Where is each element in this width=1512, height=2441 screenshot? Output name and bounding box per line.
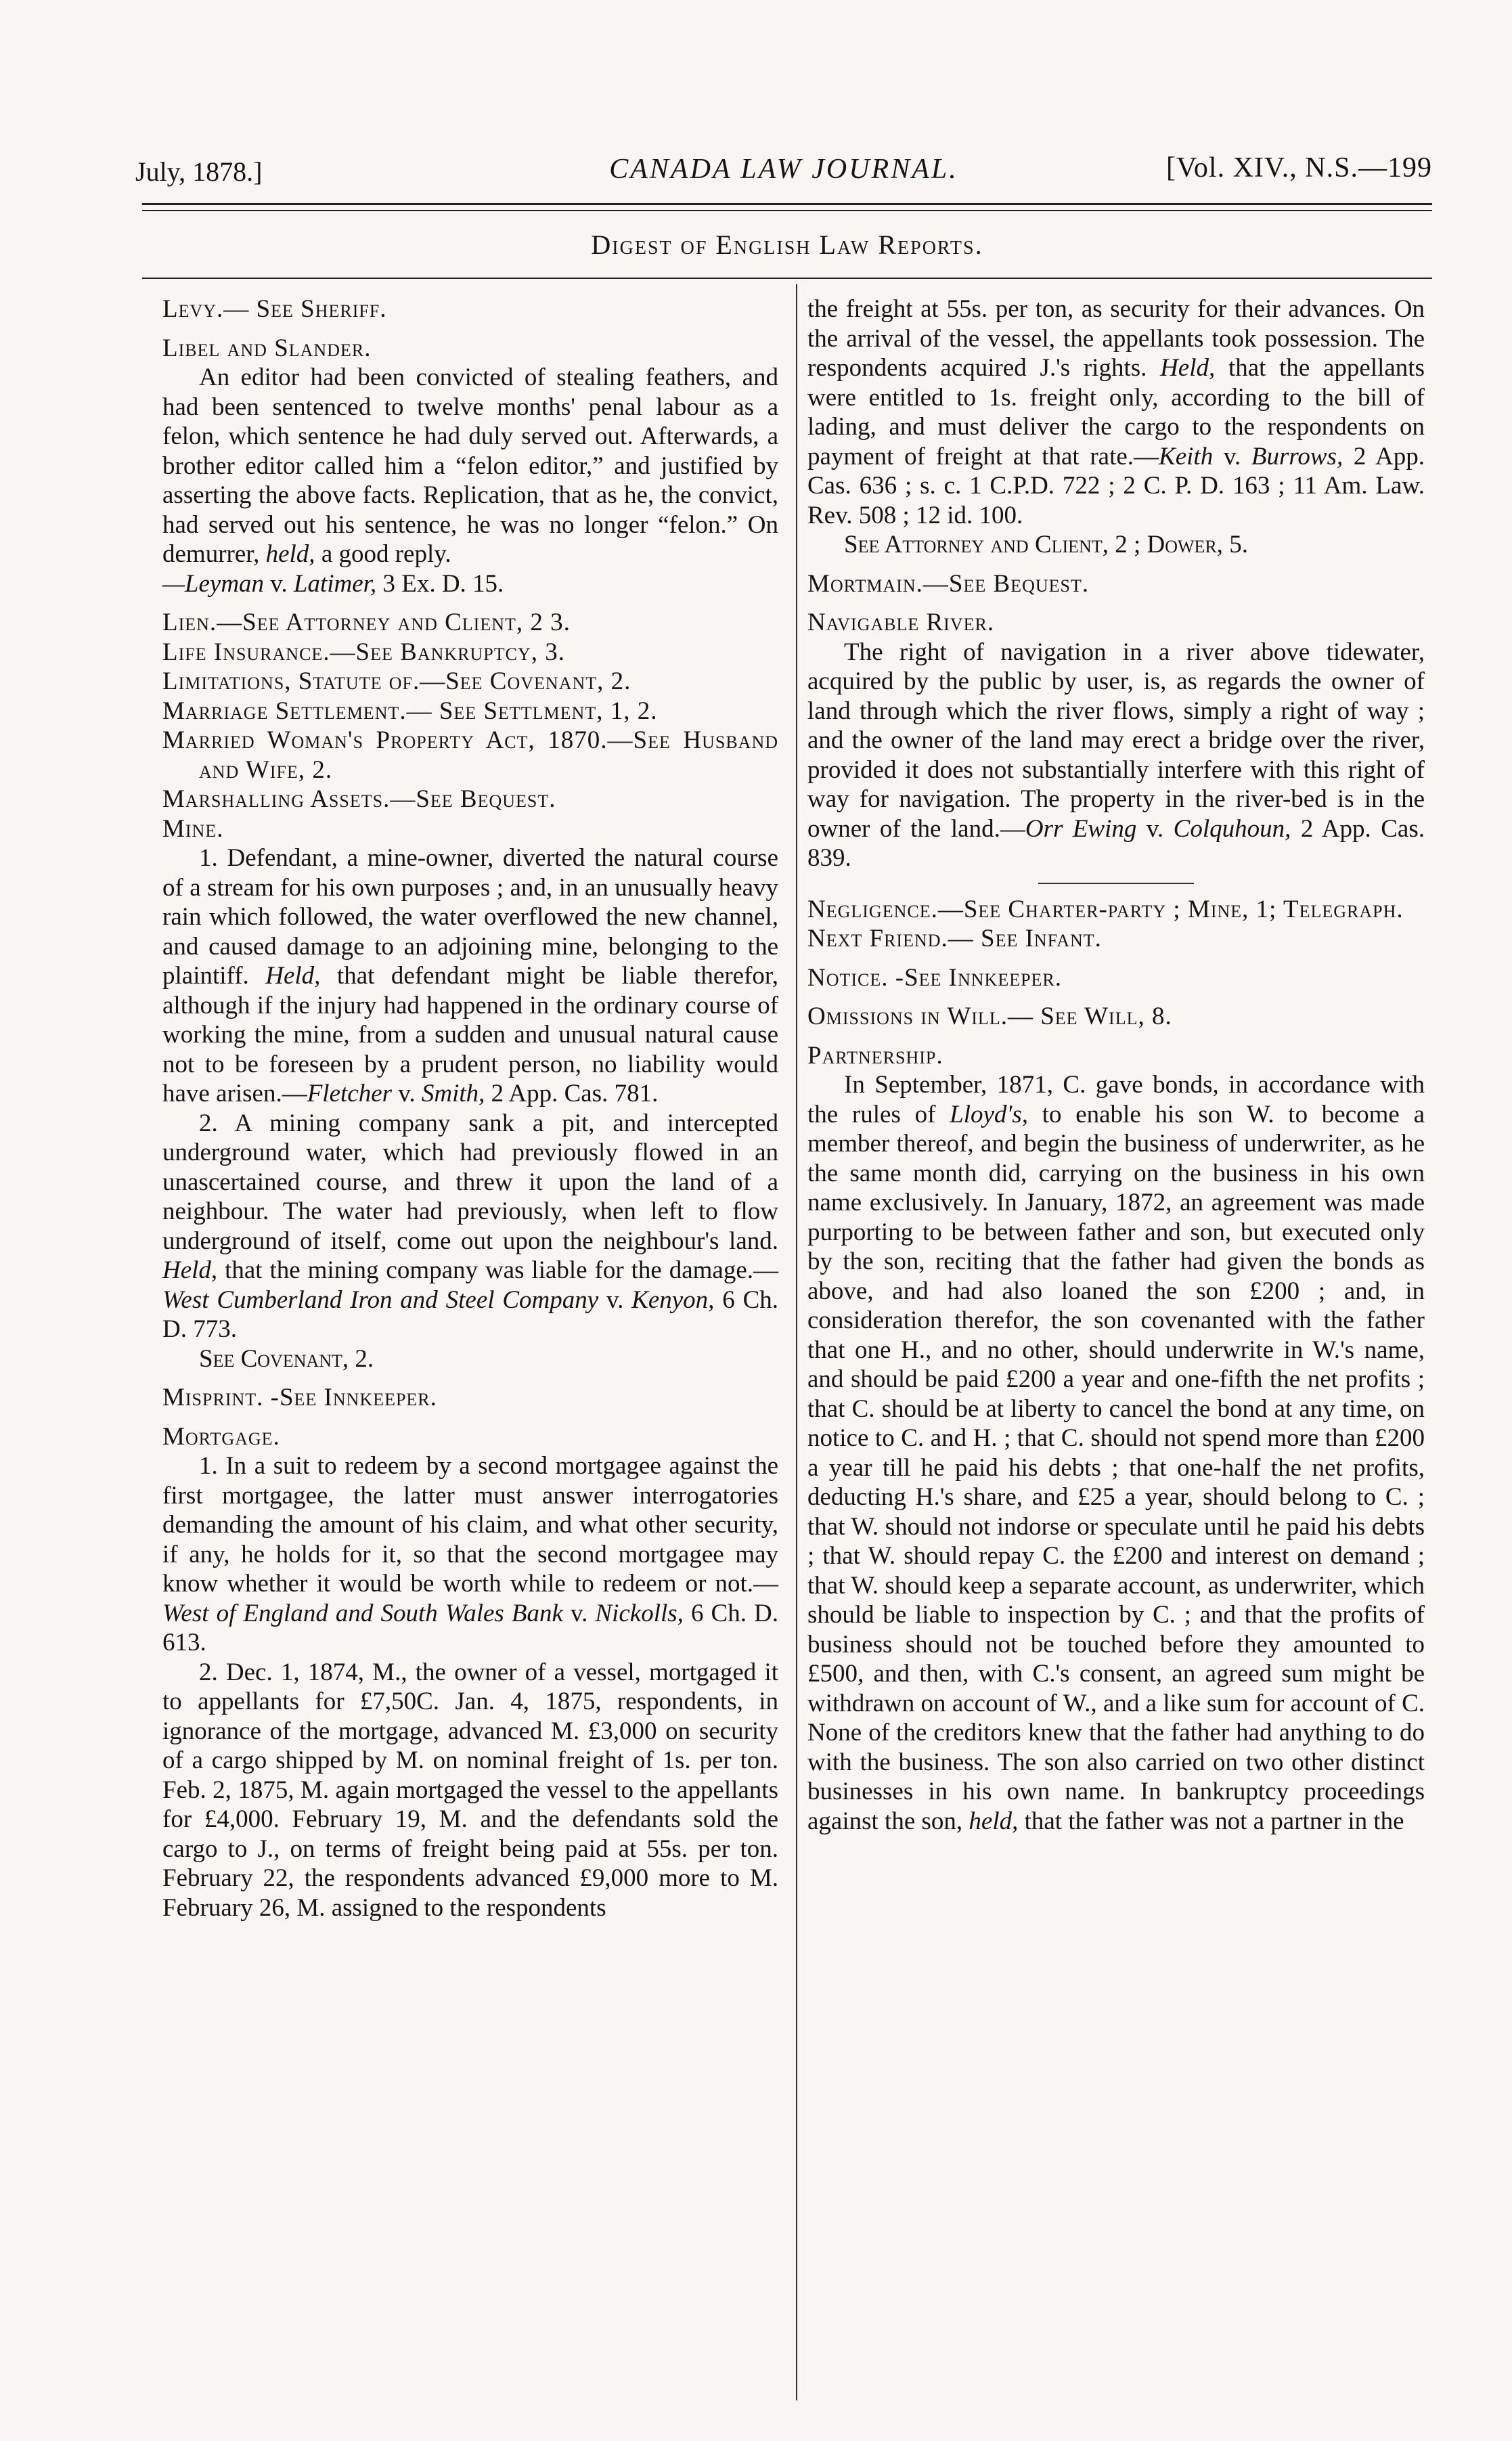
body-text: 2. A mining company sank a pit, and intercepted underground water, which had previously flowed in an unascertained course, and threw it upon the land of a neighbour. The water had previously, when left to flow underground of itself, come out upon the neighbour's land. bbox=[162, 1109, 778, 1255]
left-column bbox=[162, 294, 778, 1932]
entry-notice bbox=[807, 963, 1425, 993]
case-name: Orr Ewing bbox=[1025, 814, 1137, 843]
body-text: to enable his son W. to become a member thereof, and begin the business of underwriter, as he the same month did, carrying on the business in his own name exclusively. In January, 1872, an agreement was made purporting to be between father and son, but executed only by the son, reciting that the father had given the bonds as above, and had also loaned the son £200 ; and, in consideration therefor, the son covenanted with the father that one H., and no other, should underwrite in W.'s name, and should be paid £200 a year and one-fifth the net profits ; that C. should be at liberty to cancel the bond at any time, on notice to C. and H. ; that C. should not spend more than £200 a year till he paid his debts ; that one-half the net profits, deducting H.'s share, and £25 a year, should belong to C. ; that W. should not indorse or speculate until he paid his debts ; that W. should repay C. the £200 and interest on demand ; that W. should keep a separate account, as underwriter, which should be liable to inspection by C. ; and that the profits of business should not be touched before they amounted to £500, and then, with C.'s consent, an agreed sum might be withdrawn on account of W., and a like sum for account of C. None of the creditors knew that the father had anything to do with the business. The son also carried on two other distinct businesses in his own name. In bankruptcy proceedings against the son, bbox=[807, 1100, 1425, 1835]
entry-body bbox=[807, 1070, 1425, 1836]
citation: 3 Ex. D. 15. bbox=[376, 569, 504, 598]
held-text: Held, bbox=[162, 1256, 218, 1284]
entry-marshalling bbox=[162, 785, 778, 814]
entry-mortgage bbox=[162, 1422, 778, 1923]
entry-mortmain bbox=[807, 569, 1425, 599]
entry-misprint bbox=[162, 1383, 778, 1413]
entry-text: Lien.—See Attorney and Client, 2 3. bbox=[162, 609, 571, 636]
body-text: that the father was not a partner in the bbox=[1018, 1807, 1404, 1835]
citation: 2 App. Cas. 839. bbox=[807, 814, 1425, 872]
entry-levy bbox=[162, 294, 778, 324]
entry-lien bbox=[162, 608, 778, 638]
section-rule bbox=[142, 278, 1432, 279]
entry-life-insurance bbox=[162, 638, 778, 667]
short-rule bbox=[1038, 883, 1194, 884]
case-name: Burrows, bbox=[1251, 442, 1343, 470]
entry-heading: Mortgage. bbox=[162, 1422, 280, 1451]
case-name: Colquhoun, bbox=[1173, 814, 1291, 843]
case-name: Latimer, bbox=[293, 569, 377, 598]
case-name: Kenyon, bbox=[631, 1285, 715, 1314]
entry-text: Marshalling Assets.—See Bequest. bbox=[162, 785, 556, 813]
entry-next-friend bbox=[807, 924, 1425, 954]
case-name: Fletcher bbox=[307, 1080, 393, 1107]
header-date: July, 1878.] bbox=[135, 156, 263, 187]
entry-body: 1. Defendant, a mine-owner, diverted the natural course of a stream for his own purposes ; and, in an unusually heavy rain which followed, the water overflowed the new channel, and caused damage to an adjoining mine, belonging to the plaintiff. Held, that defendant might be liable therefor, although if the injury had happened in the ordinary course of working the mine, from a sudden and unusual natural cause not to be foreseen by a prudent person, no liability would have arisen.—Fletcher v. Smith, 2 App. Cas. 781. bbox=[162, 844, 778, 1107]
entry-mortgage-continued bbox=[807, 294, 1425, 560]
citation: 6 Ch. D. 773. bbox=[162, 1285, 778, 1343]
versus: v. bbox=[264, 569, 294, 598]
body-text: that the appellants were entitled to 1s. freight only, according to the bill of lading, and must deliver the cargo to the respondents on payment of freight at that rate.— bbox=[807, 354, 1425, 470]
citation: 6 Ch. D. 613. bbox=[162, 1599, 778, 1656]
entry-text: Next Friend.— See Infant. bbox=[807, 925, 1102, 952]
entry-text: Married Woman's Property Act, 1870.—See Husband and Wife, 2. bbox=[162, 726, 778, 784]
body-text: that defendant might be liable therefor, although if the injury had happened in the ordinary course of working the mine, from a sudden and unusual natural cause not to be foreseen by a prudent person, no liability would have arisen.— bbox=[162, 962, 778, 1107]
entry-limitations bbox=[162, 667, 778, 697]
held-text: Held, bbox=[265, 962, 321, 990]
entry-text: Levy.— See Sheriff. bbox=[162, 295, 387, 323]
entry-heading: Mine. bbox=[162, 814, 224, 843]
column-divider bbox=[796, 284, 797, 2400]
case-name: Nickolls, bbox=[595, 1599, 684, 1627]
italic-term: Lloyd's, bbox=[950, 1100, 1028, 1128]
case-name: West of England and South Wales Bank bbox=[162, 1599, 563, 1627]
citation: 2 App. Cas. 636 ; s. c. 1 C.P.D. 722 ; 2 C. P. D. 163 ; 11 Am. Law. Rev. 508 ; 12 id. 100. bbox=[807, 442, 1425, 529]
right-column bbox=[807, 294, 1425, 1845]
body-text: 1. Defendant, a mine-owner, diverted the natural course of a stream for his own purposes ; and, in an unusually heavy rain which followed, the water overflowed the new channel, and caused damage to an adjoining mine, belonging to the plaintiff. bbox=[162, 844, 778, 990]
case-name: Keith bbox=[1159, 442, 1214, 470]
entry-navigable-river bbox=[807, 608, 1425, 873]
body-text: An editor had been convicted of stealing feathers, and had been sentenced to twelve months' penal labour as a felon, which sentence he had duly served out. Afterwards, a brother editor called him a “felon editor,” and justified by asserting the above facts. Replication, that as he, the convict, had served out his sentence, he was no longer “felon.” On demurrer, bbox=[162, 364, 778, 568]
entry-body bbox=[162, 363, 778, 598]
entry-body: 2. A mining company sank a pit, and intercepted underground water, which had previously flowed in an unascertained course, and threw it upon the land of a neighbour. The water had previously, when left to flow underground of itself, come out upon the neighbour's land. Held, that the mining company was liable for the damage.— West Cumberland Iron and Steel Company v. Kenyon, 6 Ch. D. 773. bbox=[162, 1109, 778, 1343]
entry-body: the freight at 55s. per ton, as security for their advances. On the arrival of the vessel, the appellants took possession. The respondents acquired J.'s rights. Held, that the appellants were entitled to 1s. freight only, according to the bill of lading, and must deliver the cargo to the respondents on payment of freight at that rate.—Keith v. Burrows, 2 App. Cas. 636 ; s. c. 1 C.P.D. 722 ; 2 C. P. D. 163 ; 11 Am. Law. Rev. 508 ; 12 id. 100. bbox=[807, 295, 1425, 529]
body-text: In September, 1871, C. gave bonds, in accordance with the rules of bbox=[807, 1071, 1425, 1128]
held-text: held, bbox=[265, 540, 315, 568]
held-text: held, bbox=[969, 1807, 1019, 1835]
section-title: Digest of English Law Reports. bbox=[591, 229, 983, 260]
held-text: Held, bbox=[1160, 354, 1216, 382]
entry-omissions bbox=[807, 1002, 1425, 1032]
entry-marriage-settlement bbox=[162, 697, 778, 726]
entry-heading: Navigable River. bbox=[807, 609, 995, 636]
see-also: See Attorney and Client, 2 ; Dower, 5. bbox=[844, 531, 1248, 558]
case-name: Smith, bbox=[421, 1080, 485, 1107]
entry-partnership bbox=[807, 1041, 1425, 1837]
entry-text: Life Insurance.—See Bankruptcy, 3. bbox=[162, 638, 565, 666]
journal-title: CANADA LAW JOURNAL. bbox=[609, 154, 958, 185]
entry-mine bbox=[162, 814, 778, 1374]
running-header bbox=[135, 144, 1432, 191]
entry-body: 2. Dec. 1, 1874, M., the owner of a vessel, mortgaged it to appellants for £7,50C. Jan. 4, 1875, respondents, in ignorance of the mortgage, advanced M. £3,000 on security of a cargo shipped by M. on nominal freight of 1s. per ton. Feb. 2, 1875, M. again mortgaged the vessel to the appellants for £4,000. February 19, M. and the defendants sold the cargo to J., on terms of freight being paid at 55s. per ton. February 22, the respondents advanced £9,000 more to M. February 26, M. assigned to the respondents bbox=[162, 1658, 778, 1922]
body-text: 1. In a suit to redeem by a second mortgagee against the first mortgagee, the latter must answer interrogatories demanding the amount of his claim, and what other security, if any, he holds for it, so that the second mortgagee may know whether it would be worth while to redeem or not.— bbox=[162, 1452, 778, 1598]
entry-text: Limitations, Statute of.—See Covenant, 2. bbox=[162, 667, 631, 695]
case-name: West Cumberland Iron and Steel Company bbox=[162, 1285, 599, 1314]
entry-text: Omissions in Will.— See Will, 8. bbox=[807, 1003, 1172, 1030]
entry-heading: Libel and Slander. bbox=[162, 334, 372, 362]
entry-text: Misprint. -See Innkeeper. bbox=[162, 1384, 437, 1411]
entry-married-women bbox=[162, 726, 778, 785]
entry-text: Mortmain.—See Bequest. bbox=[807, 569, 1090, 598]
entry-libel bbox=[162, 334, 778, 599]
entry-text: Notice. -See Innkeeper. bbox=[807, 963, 1063, 992]
case-name: —Leyman bbox=[162, 569, 265, 598]
entry-body: The right of navigation in a river above tidewater, acquired by the public by user, is, as regards the owner of land through which the river flows, simply a right of way ; and the owner of the land may erect a bridge over the river, provided it does not substantially interfere with this right of way for navigation. The property in the river-bed is in the owner of the land.—Orr Ewing v. Colquhoun, 2 App. Cas. 839. bbox=[807, 638, 1425, 872]
see-also: See Covenant, 2. bbox=[199, 1344, 374, 1373]
body-text: The right of navigation in a river above tidewater, acquired by the public by user, is, as regards the owner of land through which the river flows, simply a right of way ; and the owner of the land may erect a bridge over the river, provided it does not substantially interfere with this right of way for navigation. The property in the river-bed is in the owner of the land.— bbox=[807, 638, 1425, 843]
volume-page: [Vol. XIV., N.S.—199 bbox=[1166, 152, 1432, 183]
entry-body: 1. In a suit to redeem by a second mortgagee against the first mortgagee, the latter must answer interrogatories demanding the amount of his claim, and what other security, if any, he holds for it, so that the second mortgagee may know whether it would be worth while to redeem or not.— West of England and South Wales Bank v. Nickolls, 6 Ch. D. 613. bbox=[162, 1452, 778, 1656]
citation: 2 App. Cas. 781. bbox=[485, 1080, 659, 1107]
entry-text: Marriage Settlement.— See Settlment, 1, 2. bbox=[162, 697, 658, 725]
body-text: a good reply. bbox=[315, 540, 451, 568]
body-text: that the mining company was liable for the damage.— bbox=[217, 1256, 778, 1284]
entry-heading: Partnership. bbox=[807, 1041, 943, 1070]
header-rule-thick bbox=[142, 203, 1432, 205]
body-text: the freight at 55s. per ton, as security for their advances. On the arrival of the vessel, the appellants took possession. The respondents acquired J.'s rights. bbox=[807, 295, 1425, 382]
header-rule-thin bbox=[142, 210, 1432, 211]
entry-text: Negligence.—See Charter-party ; Mine, 1; Telegraph. bbox=[807, 895, 1404, 923]
entry-negligence bbox=[807, 895, 1425, 925]
